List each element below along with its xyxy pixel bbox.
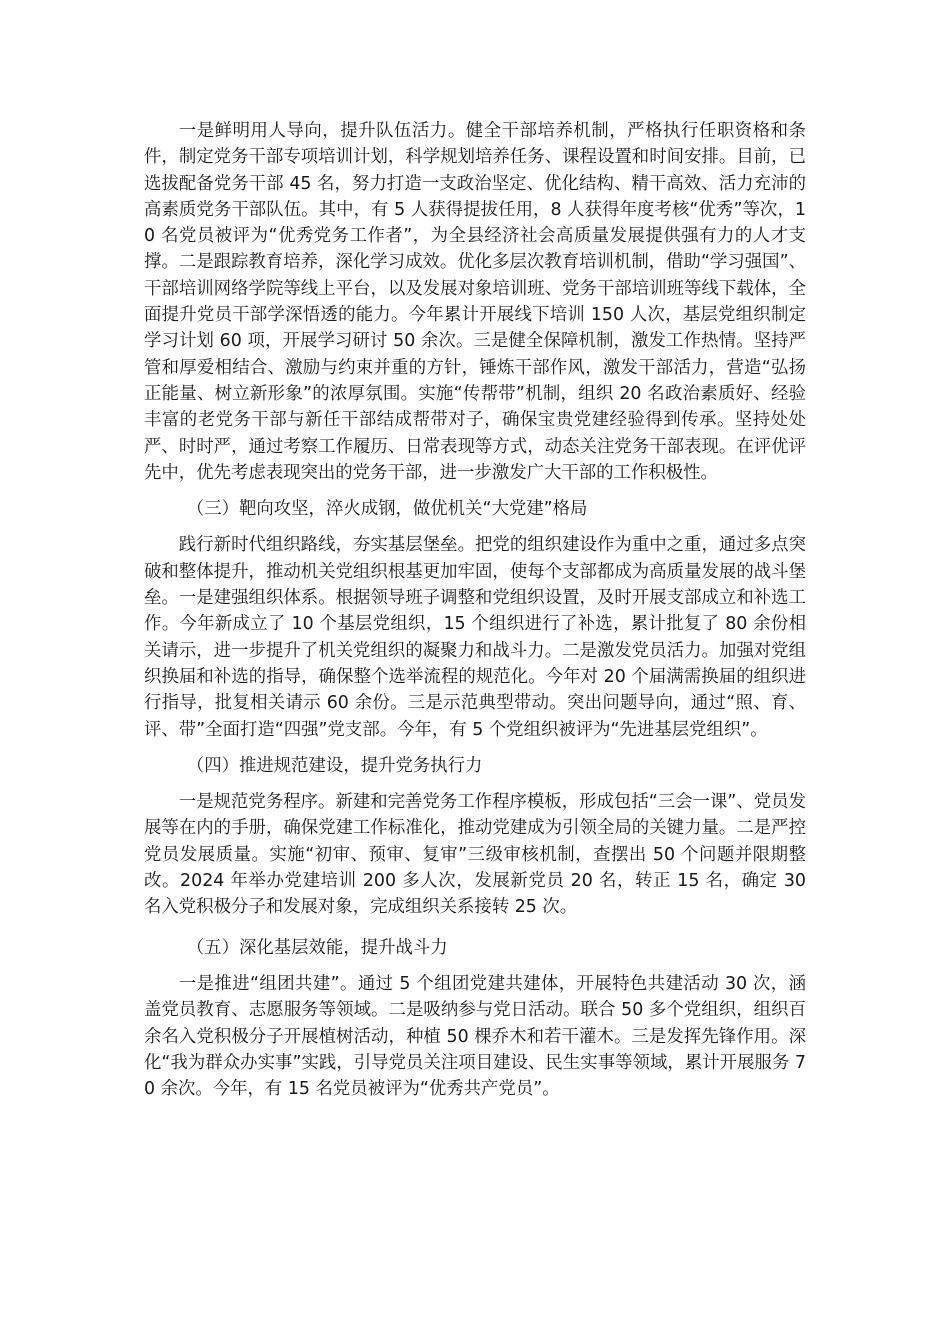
section-heading-5: （五）深化基层效能，提升战斗力 — [186, 937, 448, 958]
paragraph-organization-building: 践行新时代组织路线，夯实基层堡垒。把党的组织建设作为重中之重，通过多点突破和整体提升，推动机关党组织根基更加牢固，使每个支部都成为高质量发展的战斗堡垒。一是建强组织体系。根据领导班子调整和党组织设置，及时开展支部成立和补选工作。今年新成立了 10 个基层党组织，15 个组织进行了补选，累计批复了 80 余份相关请示，进一步提升了机关党组织的凝聚力和战斗力。二是激发党员活力。加强对党组织换届和补选的指导，确保整个选举流程的规范化。今年对 20 个届满需换届的组织进行指导，批复相关请示 60 余份。三是示范典型带动。突出问题导向，通过“照、育、评、带”全面打造“四强”党支部。今年，有 5 个党组织被评为“先进基层党组织”。 — [144, 535, 806, 740]
spacer — [144, 921, 806, 935]
spacer — [144, 522, 806, 532]
section-heading-3: （三）靶向攻坚，淬火成钢，做优机关“大党建”格局 — [186, 499, 588, 520]
spacer — [144, 961, 806, 971]
paragraph-standardization: 一是规范党务程序。新建和完善党务工作程序模板，形成包括“三会一课”、党员发展等在内的手册，确保党建工作标准化，推动党建成为引领全局的关键力量。二是严控党员发展质量。实施“初审、预审、复审”三级审核机制，查摆出 50 个问题并限期整改。2024 年举办党建培训 200 多人次，发展新党员 20 名，转正 15 名，确定 30 名入党积极分子和发展对象，完成组织关系接转 25 次。 — [144, 792, 806, 918]
paragraph-grassroots-effectiveness: 一是推进“组团共建”。通过 5 个组团党建共建体，开展特色共建活动 30 次，涵盖党员教育、志愿服务等领域。二是吸纳参与党日活动。联合 50 多个党组织，组织百余名入党积极分子开展植树活动，种植 50 棵乔木和若干灌木。三是发挥先锋作用。深化“我为群众办实事”实践，引导党员关注项目建设、民生实事等领域，累计开展服务 70 余次。今年，有 15 名党员被评为“优秀共产党员”。 — [144, 973, 806, 1100]
spacer — [144, 486, 806, 496]
spacer — [144, 743, 806, 753]
paragraph-talent-cultivation: 一是鲜明用人导向，提升队伍活力。健全干部培养机制，严格执行任职资格和条件，制定党务干部专项培训计划，科学规划培养任务、课程设置和时间安排。目前，已选拔配备党务干部 45 名，努力打造一支政治坚定、优化结构、精干高效、活力充沛的高素质党务干部队伍。其中，有 5 人获得提拔任用，8 人获得年度考核“优秀”等次，10 名党员被评为“优秀党务工作者”，为全县经济社会高质量发展提供强有力的人才支撑。二是跟踪教育培养，深化学习成效。优化多层次教育培训机制，借助“学习强国”、干部培训网络学院等线上平台，以及发展对象培训班、党务干部培训班等线下载体，全面提升党员干部学深悟透的能力。今年累计开展线下培训 150 人次，基层党组织制定学习计划 60 项，开展学习研讨 50 余次。三是健全保障机制，激发工作热情。坚持严管和厚爱相结合、激励与约束并重的方针，锤炼干部作风，激发干部活力，营造“弘扬正能量、树立新形象”的浓厚氛围。实施“传帮带”机制，组织 20 名政治素质好、经验丰富的老党务干部与新任干部结成帮带对子，确保宝贵党建经验得到传承。坚持处处严、时时严，通过考察工作履历、日常表现等方式，动态关注党务干部表现。在评优评先中，优先考虑表现突出的党务干部，进一步激发广大干部的工作积极性。 — [144, 121, 806, 483]
spacer — [144, 779, 806, 789]
document-page — [144, 118, 806, 1102]
section-heading-4: （四）推进规范建设，提升党务执行力 — [186, 755, 483, 776]
